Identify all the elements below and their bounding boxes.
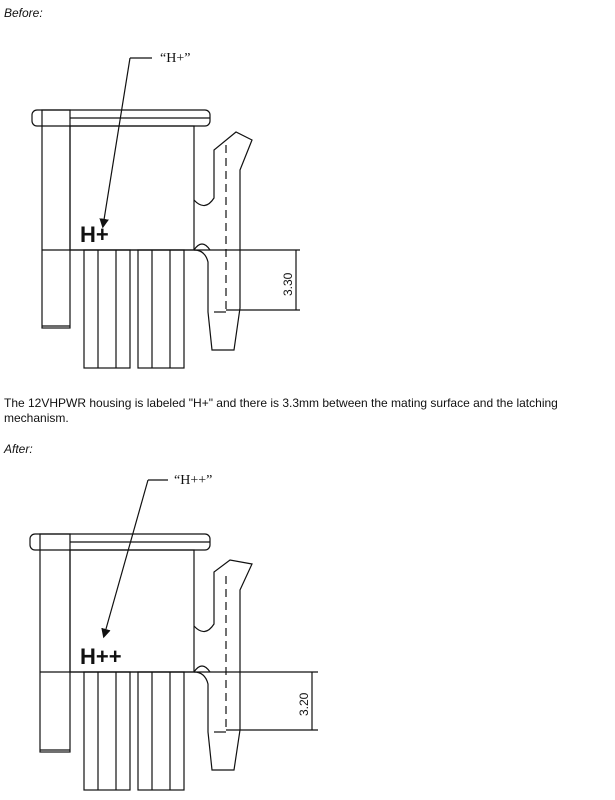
after-dimension-value: 3.20 bbox=[297, 692, 311, 716]
housing-left-post bbox=[42, 110, 70, 328]
terminal-pin-2 bbox=[138, 250, 184, 368]
latch-arm bbox=[194, 560, 252, 770]
description-text: The 12VHPWR housing is labeled "H+" and there is 3.3mm between the mating surface and the latching mechanism. bbox=[4, 396, 558, 425]
housing-left-post bbox=[40, 534, 70, 752]
after-callout-text: “H++” bbox=[174, 473, 213, 488]
after-connector-diagram bbox=[0, 440, 615, 800]
after-heading: After: bbox=[4, 442, 33, 456]
before-connector-diagram bbox=[0, 0, 615, 380]
before-heading: Before: bbox=[4, 6, 43, 20]
before-dimension-value: 3.30 bbox=[281, 272, 295, 296]
before-housing-mark: H+ bbox=[80, 222, 109, 247]
after-housing-mark: H++ bbox=[80, 644, 122, 669]
before-callout-text: “H+” bbox=[160, 51, 191, 66]
terminal-pin-2 bbox=[138, 672, 184, 790]
callout-leader-arrow bbox=[103, 58, 130, 226]
callout-leader-arrow bbox=[104, 480, 148, 636]
terminal-pin-1 bbox=[84, 250, 130, 368]
latch-arm bbox=[194, 132, 252, 350]
terminal-pin-1 bbox=[84, 672, 130, 790]
